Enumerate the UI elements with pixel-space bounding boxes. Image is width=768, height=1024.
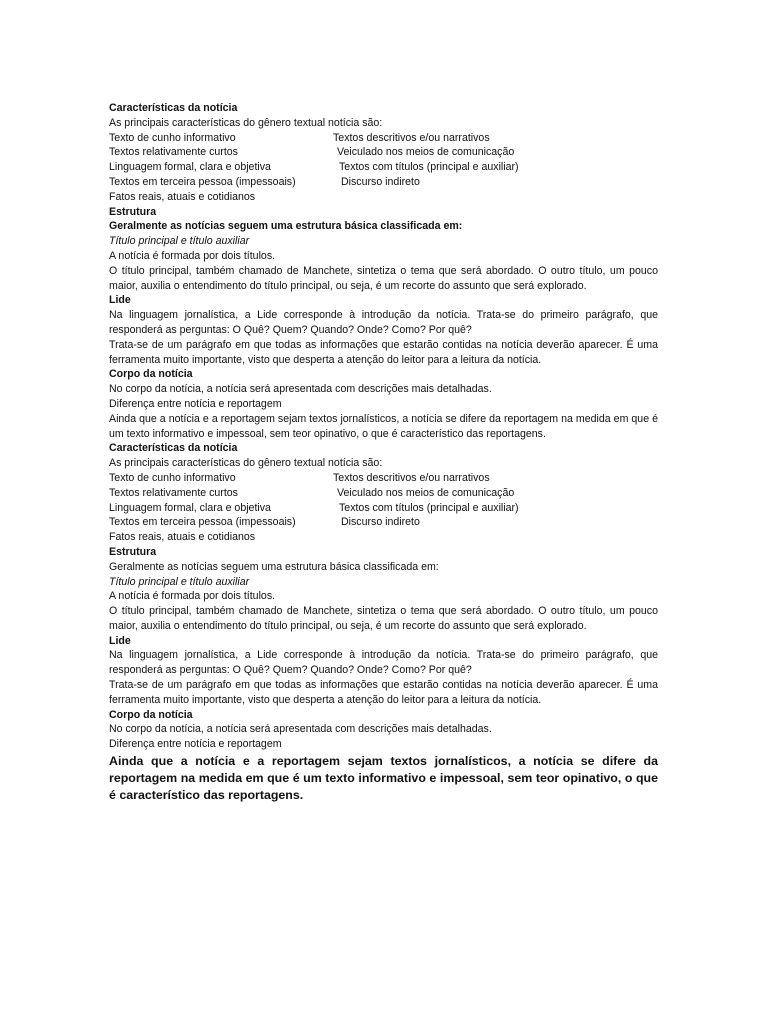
feature-left: Linguagem formal, clara e objetiva	[109, 161, 271, 174]
body-heading: Corpo da notícia	[109, 708, 193, 721]
body-text: No corpo da notícia, a notícia será apresentada com descrições mais detalhadas.	[109, 383, 492, 396]
structure-heading: Estrutura	[109, 545, 157, 558]
lide-paragraph-2: Trata-se de um parágrafo em que todas as informações que estarão contidas na notícia deverão aparecer. É uma ferramenta muito importante, visto que desperta a atenção do leitor para a leitura da notícia.	[109, 679, 658, 706]
feature-row	[109, 145, 658, 160]
feature-left: Textos relativamente curtos	[109, 486, 238, 499]
title-subheading: Título principal e título auxiliar	[109, 575, 250, 588]
feature-left: Texto de cunho informativo	[109, 131, 236, 144]
feature-left: Textos relativamente curtos	[109, 146, 238, 159]
lide-heading: Lide	[109, 634, 131, 647]
difference-heading: Diferença entre notícia e reportagem	[109, 397, 282, 410]
feature-right: Discurso indireto	[341, 175, 420, 188]
feature-right: Textos descritivos e/ou narrativos	[333, 131, 490, 144]
title-formed-text: A notícia é formada por dois títulos.	[109, 590, 276, 603]
feature-last: Fatos reais, atuais e cotidianos	[109, 531, 256, 544]
title-formed-text: A notícia é formada por dois títulos.	[109, 249, 276, 262]
feature-row	[109, 515, 658, 530]
difference-paragraph: Ainda que a notícia e a reportagem sejam textos jornalísticos, a notícia se difere da reportagem na medida em que é um texto informativo e impessoal, sem teor opinativo, o que é característico das reportagens.	[109, 412, 658, 440]
title-paragraph: O título principal, também chamado de Manchete, sintetiza o tema que será abordado. O outro título, um pouco maior, auxilia o entendimento do título principal, ou seja, é um recorte do assunto que será explorado.	[109, 264, 658, 292]
difference-paragraph: Ainda que a notícia e a reportagem sejam textos jornalísticos, a notícia se difere da reportagem na medida em que é um texto informativo e impessoal, sem teor opinativo, o que é característico das reportagens.	[109, 754, 658, 803]
structure-intro: Geralmente as notícias seguem uma estrutura básica classificada em:	[109, 220, 463, 233]
feature-right: Veiculado nos meios de comunicação	[337, 486, 515, 499]
feature-row	[109, 131, 658, 146]
feature-row	[109, 486, 658, 501]
feature-row	[109, 501, 658, 516]
lide-paragraph-2: Trata-se de um parágrafo em que todas as informações que estarão contidas na notícia deverão aparecer. É uma ferramenta muito importante, visto que desperta a atenção do leitor para a leitura da notícia.	[109, 338, 658, 366]
structure-intro: Geralmente as notícias seguem uma estrutura básica classificada em:	[109, 560, 439, 573]
feature-left: Textos em terceira pessoa (impessoais)	[109, 175, 296, 188]
intro-text: As principais características do gênero textual notícia são:	[109, 116, 383, 129]
feature-right: Textos com títulos (principal e auxiliar)	[339, 161, 519, 174]
lide-heading: Lide	[109, 294, 131, 307]
section-heading: Características da notícia	[109, 102, 238, 114]
feature-right: Textos com títulos (principal e auxiliar)	[339, 501, 519, 514]
feature-left: Linguagem formal, clara e objetiva	[109, 501, 271, 514]
lide-paragraph-1: Na linguagem jornalística, a Lide corresponde à introdução da notícia. Trata-se do primeiro parágrafo, que responderá as perguntas: O Quê? Quem? Quando? Onde? Como? Por quê?	[109, 649, 658, 677]
feature-right: Textos descritivos e/ou narrativos	[333, 471, 490, 484]
title-subheading: Título principal e título auxiliar	[109, 235, 250, 248]
structure-heading: Estrutura	[109, 205, 157, 218]
body-text: No corpo da notícia, a notícia será apresentada com descrições mais detalhadas.	[109, 723, 492, 736]
feature-row	[109, 471, 658, 486]
feature-right: Discurso indireto	[341, 516, 420, 529]
intro-text: As principais características do gênero textual notícia são:	[109, 457, 383, 470]
feature-row	[109, 175, 658, 190]
difference-heading: Diferença entre notícia e reportagem	[109, 738, 282, 751]
body-heading: Corpo da notícia	[109, 368, 193, 381]
title-paragraph: O título principal, também chamado de Manchete, sintetiza o tema que será abordado. O outro título, um pouco maior, auxilia o entendimento do título principal, ou seja, é um recorte do assunto que será explorado.	[109, 605, 658, 632]
document-page	[109, 101, 658, 804]
lide-paragraph-1: Na linguagem jornalística, a Lide corresponde à introdução da notícia. Trata-se do primeiro parágrafo, que responderá as perguntas: O Quê? Quem? Quando? Onde? Como? Por quê?	[109, 309, 658, 336]
feature-left: Texto de cunho informativo	[109, 471, 236, 484]
section-heading: Características da notícia	[109, 442, 238, 455]
feature-row	[109, 160, 658, 175]
feature-last: Fatos reais, atuais e cotidianos	[109, 190, 256, 203]
feature-right: Veiculado nos meios de comunicação	[337, 146, 515, 159]
feature-left: Textos em terceira pessoa (impessoais)	[109, 516, 296, 529]
